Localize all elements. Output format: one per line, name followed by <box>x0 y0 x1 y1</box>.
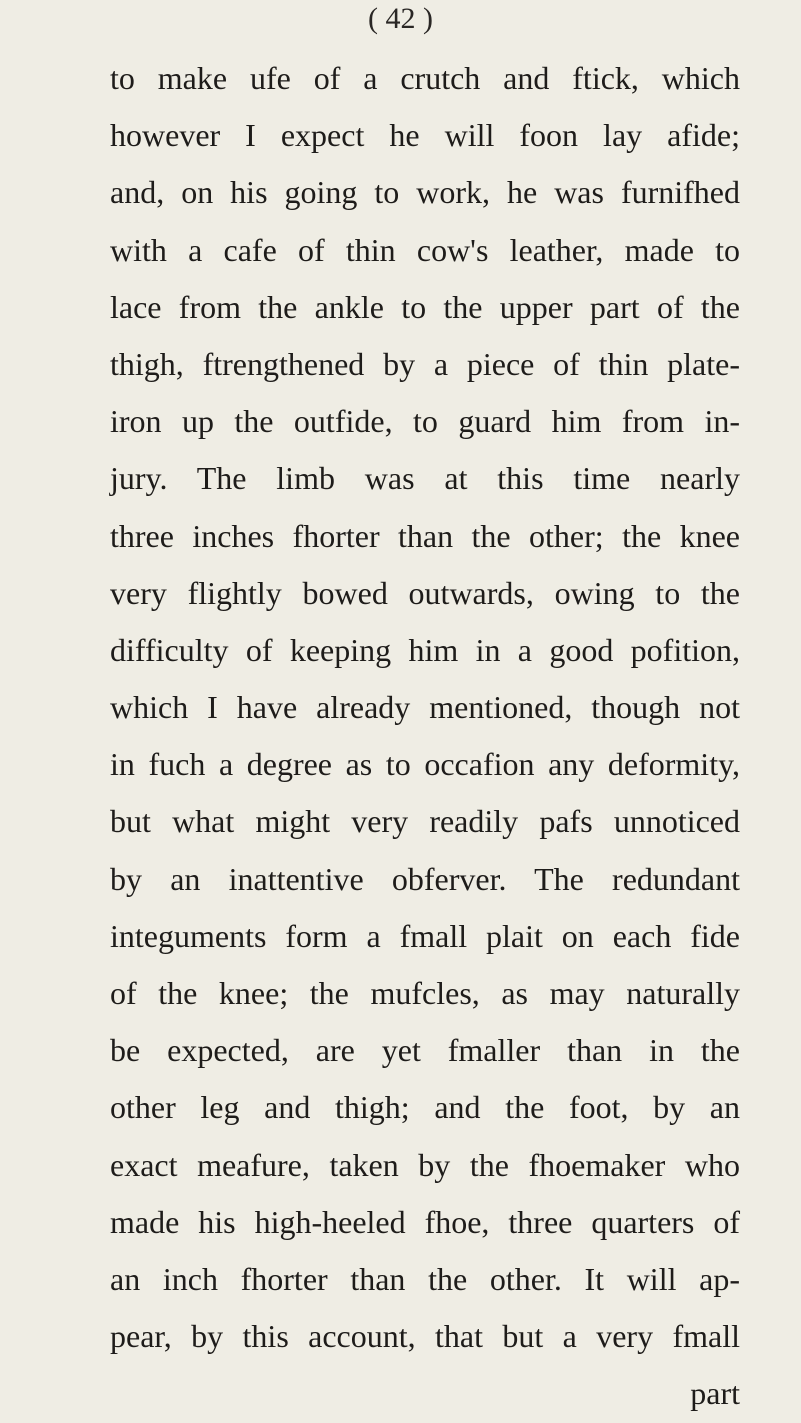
text-line-11: difficulty of keeping him in a good pofition, <box>110 631 740 668</box>
text-line-14: but what might very readily pafs unnoticed <box>110 803 740 840</box>
text-line-8: jury. The limb was at this time nearly <box>110 460 740 497</box>
text-line-15: by an inattentive obferver. The redundant <box>110 860 740 897</box>
text-line-18: be expected, are yet fmaller than in the <box>110 1032 740 1069</box>
text-line-7: iron up the outfide, to guard him from in- <box>110 403 740 440</box>
text-line-12: which I have already mentioned, though not <box>110 689 740 726</box>
text-line-5: lace from the ankle to the upper part of the <box>110 288 740 325</box>
text-line-9: three inches fhorter than the other; the knee <box>110 517 740 554</box>
text-line-2: however I expect he will foon lay afide; <box>110 117 740 154</box>
text-line-22: an inch fhorter than the other. It will ap- <box>110 1260 740 1297</box>
text-line-4: with a cafe of thin cow's leather, made to <box>110 231 740 268</box>
text-line-1: to make ufe of a crutch and ftick, which <box>110 60 740 96</box>
text-line-20: exact meafure, taken by the fhoemaker who <box>110 1146 740 1183</box>
page-number: ( 42 ) <box>368 2 433 35</box>
text-line-23: pear, by this account, that but a very fmall <box>110 1318 740 1355</box>
text-line-21: made his high-heeled fhoe, three quarters of <box>110 1203 740 1240</box>
text-line-13: in fuch a degree as to occafion any deformity, <box>110 746 740 783</box>
catchword: part <box>690 1375 740 1412</box>
text-line-19: other leg and thigh; and the foot, by an <box>110 1089 740 1126</box>
text-line-16: integuments form a fmall plait on each fide <box>110 917 740 954</box>
text-line-17: of the knee; the mufcles, as may naturally <box>110 975 740 1011</box>
text-line-6: thigh, ftrengthened by a piece of thin plate- <box>110 345 740 382</box>
body-text <box>110 50 740 1423</box>
text-line-10: very flightly bowed outwards, owing to the <box>110 574 740 611</box>
text-line-3: and, on his going to work, he was furnifhed <box>110 174 740 211</box>
